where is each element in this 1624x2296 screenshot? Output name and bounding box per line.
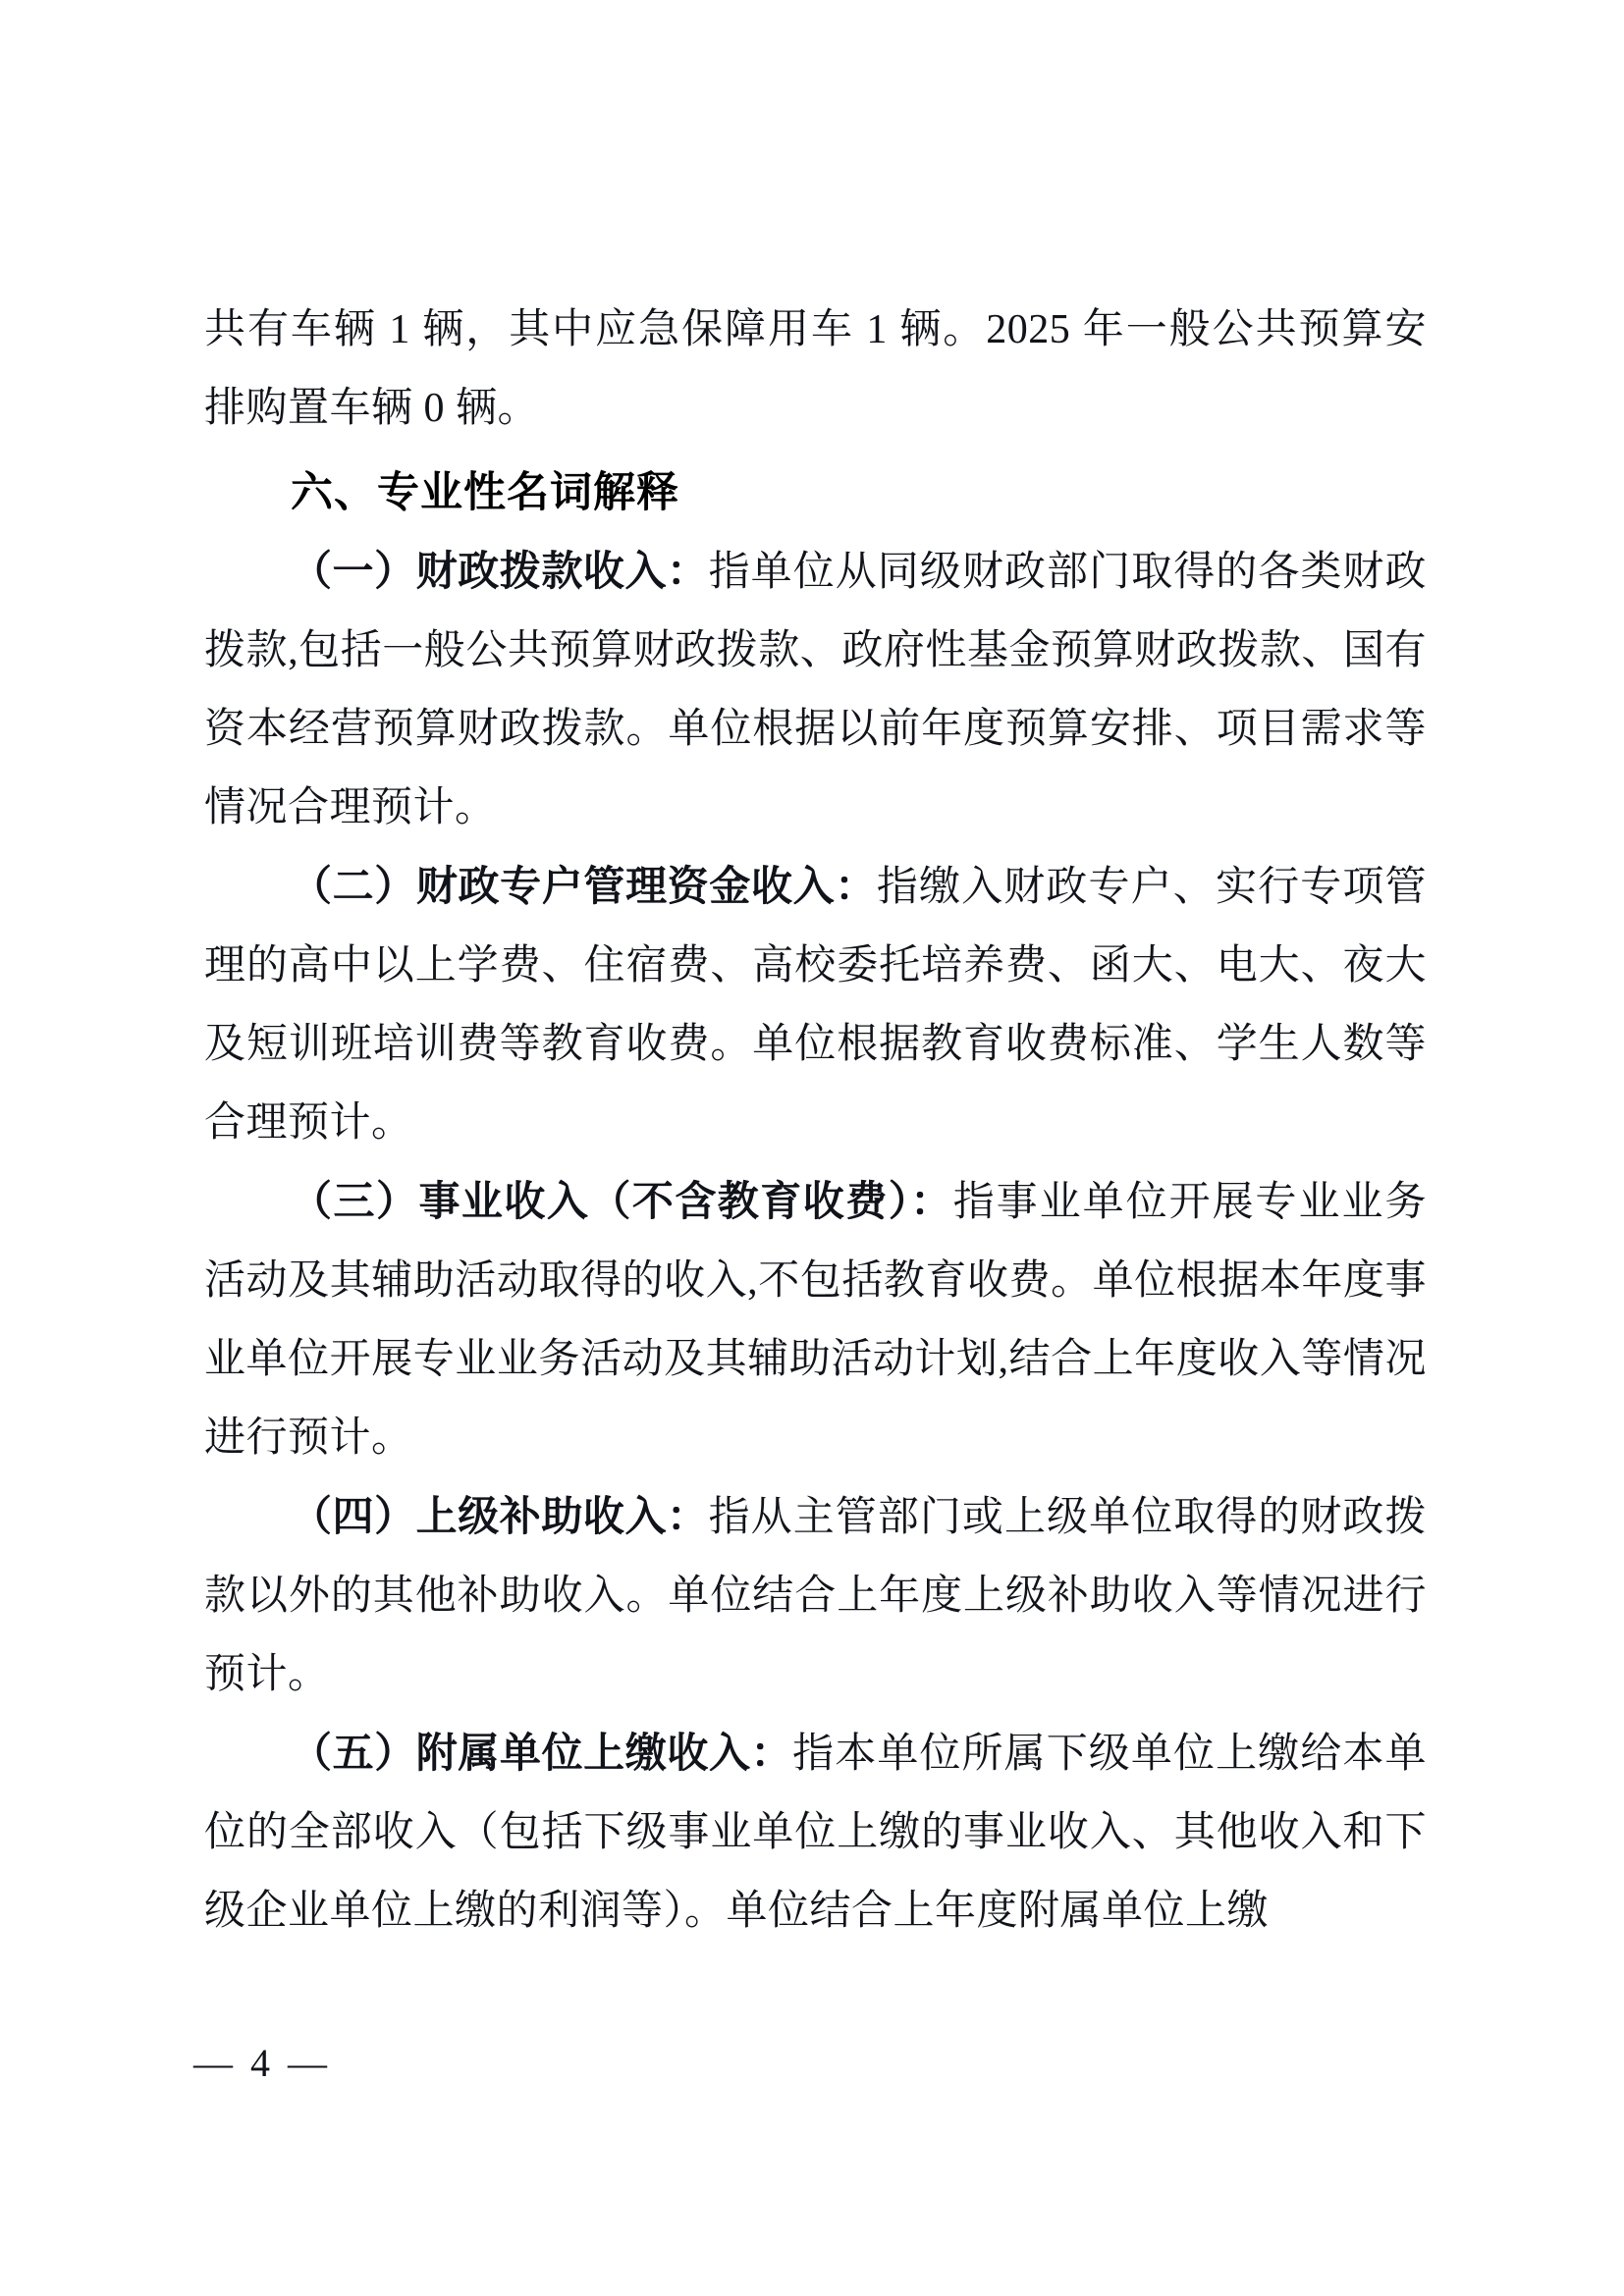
term-text-5: 指本单位所属下级单位上缴给本单位的全部收入（包括下级事业单位上缴的事业收入、其他收入和下级企业单位上缴的利润等）。单位结合上年度附属单位上缴 [204,1732,1427,1934]
term-text-1: 指单位从同级财政部门取得的各类财政拨款,包括一般公共预算财政拨款、政府性基金预算财政拨款、国有资本经营预算财政拨款。单位根据以前年度预算安排、项目需求等情况合理预计。 [204,550,1427,830]
term-text-4: 指从主管部门或上级单位取得的财政拨款以外的其他补助收入。单位结合上年度上级补助收入等情况进行预计。 [204,1495,1427,1697]
term-label-5: （五）附属单位上缴收入： [291,1730,793,1776]
carry-over-paragraph [204,291,1427,448]
page-body [204,291,1427,1950]
page-footer [0,2040,1624,2086]
term-item-3 [204,1162,1427,1477]
carry-over-text: 共有车辆 1 辆，其中应急保障用车 1 辆。2025 年一般公共预算安排购置车辆 0 辆。 [204,307,1427,431]
term-item-4 [204,1477,1427,1714]
page-number: — 4 — [193,2041,331,2085]
term-item-5 [204,1714,1427,1950]
term-text-2: 指缴入财政专户、实行专项管理的高中以上学费、住宿费、高校委托培养费、函大、电大、夜大及短训班培训费等教育收费。单位根据教育收费标准、学生人数等合理预计。 [204,865,1427,1146]
term-text-3: 指事业单位开展专业业务活动及其辅助活动取得的收入,不包括教育收费。单位根据本年度事业单位开展专业业务活动及其辅助活动计划,结合上年度收入等情况进行预计。 [204,1180,1427,1461]
term-label-4: （四）上级补助收入： [291,1493,709,1539]
term-label-1: （一）财政拨款收入： [291,548,709,594]
term-item-2 [204,847,1427,1162]
term-label-3: （三）事业收入（不含教育收费）： [291,1178,953,1224]
section-heading: 六、专业性名词解释 [291,469,679,516]
term-label-2: （二）财政专户管理资金收入： [291,863,877,909]
term-item-1 [204,532,1427,847]
